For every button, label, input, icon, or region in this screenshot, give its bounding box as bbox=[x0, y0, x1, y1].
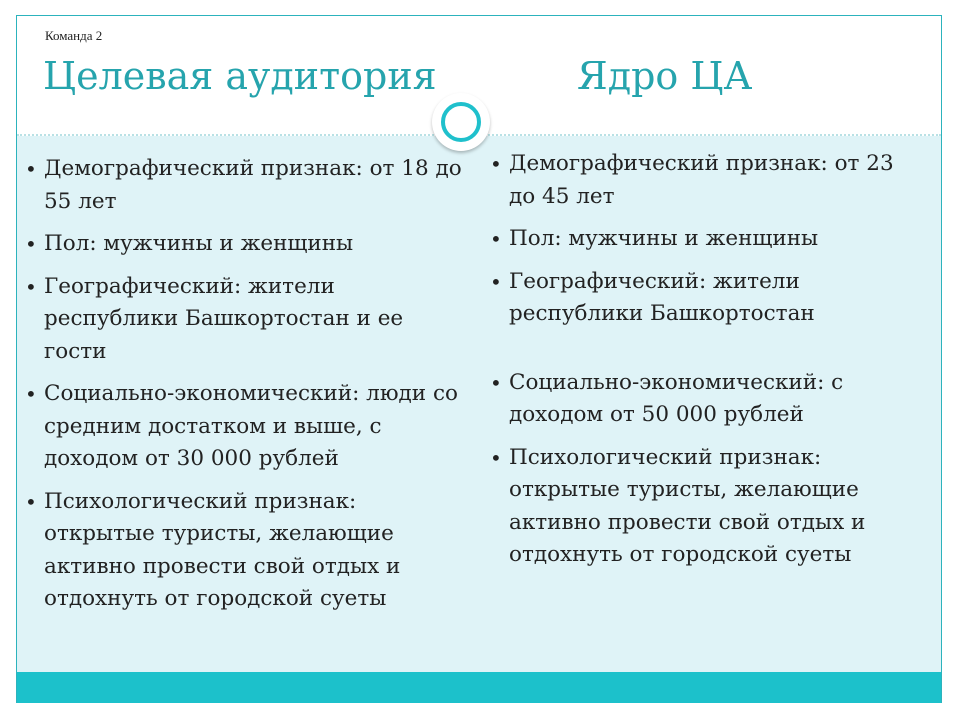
list-item: • Социально-экономический: люди со средним достатком и выше, с доходом от 30 000 рублей bbox=[25, 378, 465, 476]
list-item: • Географический: жители республики Башкортостан и ее гости bbox=[25, 271, 465, 369]
bullet-icon: • bbox=[25, 489, 37, 514]
bullet-icon: • bbox=[25, 382, 37, 406]
bullet-icon: • bbox=[490, 269, 502, 294]
bullet-icon: • bbox=[490, 227, 502, 251]
core-audience-list bbox=[490, 148, 910, 582]
bullet-icon: • bbox=[25, 232, 37, 256]
bullet-icon: • bbox=[490, 370, 502, 395]
bullet-icon: • bbox=[25, 157, 37, 181]
list-item: • Психологический признак: открытые туристы, желающие активно провести свой отдых и отдохнуть от городской суеты bbox=[490, 442, 910, 572]
title-target-audience: Целевая аудитория bbox=[43, 54, 437, 98]
ring-inner bbox=[441, 102, 481, 142]
list-item: • Психологический признак: открытые туристы, желающие активно провести свой отдых и отдохнуть от городской суеты bbox=[25, 486, 465, 616]
bullet-icon: • bbox=[490, 152, 502, 176]
ring-ornament-icon bbox=[432, 93, 490, 151]
title-core-audience: Ядро ЦА bbox=[577, 54, 753, 98]
footer-bar bbox=[17, 672, 941, 703]
list-item: • Социально-экономический: с доходом от 50 000 рублей bbox=[490, 367, 910, 432]
team-label: Команда 2 bbox=[45, 28, 103, 43]
list-item: • Географический: жители республики Башкортостан bbox=[490, 266, 910, 331]
target-audience-list bbox=[25, 153, 465, 626]
list-item: • Демографический признак: от 23 до 45 лет bbox=[490, 148, 910, 213]
bullet-icon: • bbox=[490, 445, 502, 470]
bullet-icon: • bbox=[25, 274, 37, 299]
list-item: • Демографический признак: от 18 до 55 лет bbox=[25, 153, 465, 218]
list-item: • Пол: мужчины и женщины bbox=[490, 223, 910, 256]
list-item: • Пол: мужчины и женщины bbox=[25, 228, 465, 261]
